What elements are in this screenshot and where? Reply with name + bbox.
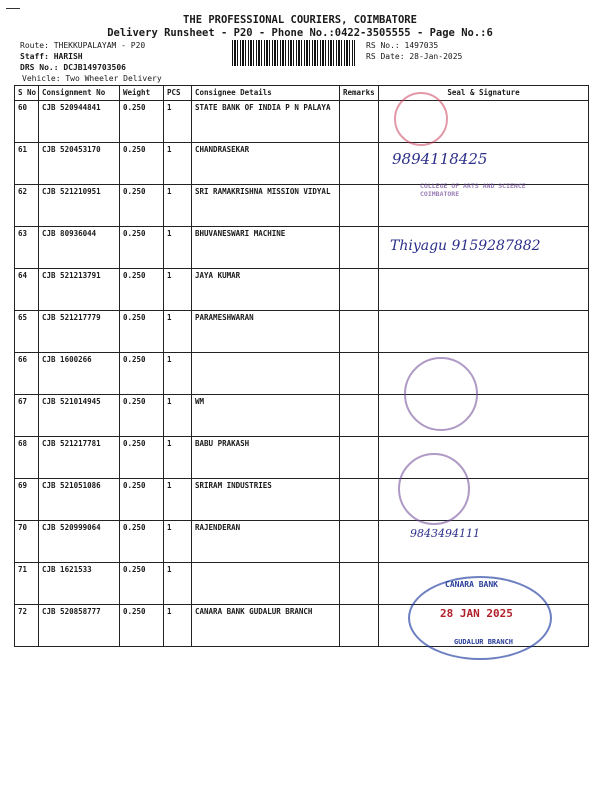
row-sno: 70 [15,521,39,563]
row-remarks [340,269,379,311]
table-row [15,479,589,521]
table-row [15,437,589,479]
row-sno: 66 [15,353,39,395]
row-consignment: CJB 80936044 [39,227,120,269]
row-remarks [340,185,379,227]
row-pcs: 1 [164,563,192,605]
row-consignee: CHANDRASEKAR [192,143,340,185]
table-row [15,311,589,353]
row-consignment: CJB 521014945 [39,395,120,437]
row-pcs: 1 [164,227,192,269]
stamp-69 [398,453,470,525]
row-weight: 0.250 [120,227,164,269]
runsheet-table [14,85,589,647]
row-consignment: CJB 521213791 [39,269,120,311]
table-row [15,395,589,437]
row-remarks [340,101,379,143]
row-sno: 68 [15,437,39,479]
stamp-bank-name: CANARA BANK [445,580,498,589]
row-consignee: SRI RAMAKRISHNA MISSION VIDYAL [192,185,340,227]
staff-label: Staff: HARISH [20,52,83,61]
row-sno: 72 [15,605,39,647]
row-pcs: 1 [164,101,192,143]
table-row [15,143,589,185]
row-consignee [192,563,340,605]
row-consignee: PARAMESHWARAN [192,311,340,353]
row-pcs: 1 [164,605,192,647]
stamp-60 [394,92,448,146]
row-sno: 62 [15,185,39,227]
row-weight: 0.250 [120,479,164,521]
row-weight: 0.250 [120,143,164,185]
row-weight: 0.250 [120,563,164,605]
row-weight: 0.250 [120,269,164,311]
stamp-67 [404,357,478,431]
row-seal-signature [379,311,589,353]
row-sno: 64 [15,269,39,311]
row-pcs: 1 [164,395,192,437]
row-consignee: BABU PRAKASH [192,437,340,479]
col-consignment: Consignment No [39,86,120,101]
row-pcs: 1 [164,521,192,563]
row-remarks [340,521,379,563]
rs-date: RS Date: 28-Jan-2025 [366,52,463,61]
row-sno: 63 [15,227,39,269]
col-weight: Weight [120,86,164,101]
row-consignee: BHUVANESWARI MACHINE [192,227,340,269]
row-pcs: 1 [164,143,192,185]
row-weight: 0.250 [120,311,164,353]
row-consignee: CANARA BANK GUDALUR BRANCH [192,605,340,647]
stamp-date: 28 JAN 2025 [440,607,513,620]
handwritten-phone-61: 9894118425 [392,150,488,168]
row-consignment: CJB 520453170 [39,143,120,185]
page-title: THE PROFESSIONAL COURIERS, COIMBATORE [183,14,417,26]
row-consignee: SRIRAM INDUSTRIES [192,479,340,521]
row-sno: 67 [15,395,39,437]
row-consignee: WM [192,395,340,437]
row-weight: 0.250 [120,521,164,563]
col-pcs: PCS [164,86,192,101]
row-weight: 0.250 [120,437,164,479]
row-pcs: 1 [164,479,192,521]
row-weight: 0.250 [120,605,164,647]
row-sno: 60 [15,101,39,143]
drs-label: DRS No.: DCJB149703506 [20,63,126,72]
row-consignment: CJB 521210951 [39,185,120,227]
row-pcs: 1 [164,437,192,479]
row-consignee: RAJENDERAN [192,521,340,563]
table-row [15,269,589,311]
row-weight: 0.250 [120,185,164,227]
table-row [15,353,589,395]
row-weight: 0.250 [120,353,164,395]
row-consignment: CJB 520858777 [39,605,120,647]
row-pcs: 1 [164,353,192,395]
row-sno: 69 [15,479,39,521]
row-consignment: CJB 521217779 [39,311,120,353]
row-consignment: CJB 521217781 [39,437,120,479]
row-remarks [340,311,379,353]
row-consignment: CJB 1621533 [39,563,120,605]
route-label: Route: THEKKUPALAYAM - P20 [20,41,146,50]
row-consignee [192,353,340,395]
row-sno: 65 [15,311,39,353]
table-header-row [15,86,589,101]
handwritten-name-64: Thiyagu 9159287882 [390,238,541,254]
row-consignment: CJB 521051086 [39,479,120,521]
row-remarks [340,143,379,185]
row-remarks [340,605,379,647]
col-sno: S No [15,86,39,101]
rs-number: RS No.: 1497035 [366,41,439,50]
corner-mark [6,8,20,9]
page-subtitle: Delivery Runsheet - P20 - Phone No.:0422-3505555 - Page No.:6 [107,27,493,39]
row-weight: 0.250 [120,101,164,143]
row-consignment: CJB 1600266 [39,353,120,395]
table-row [15,101,589,143]
row-pcs: 1 [164,311,192,353]
row-sno: 61 [15,143,39,185]
college-stamp-62: COLLEGE OF ARTS AND SCIENCE COIMBATORE [420,182,526,198]
stamp-branch: GUDALUR BRANCH [454,638,514,646]
vehicle-label: Vehicle: Two Wheeler Delivery [22,74,162,83]
row-consignee: STATE BANK OF INDIA P N PALAYA [192,101,340,143]
row-consignment: CJB 520999064 [39,521,120,563]
col-consignee: Consignee Details [192,86,340,101]
row-remarks [340,563,379,605]
handwritten-phone-70: 9843494111 [410,527,480,540]
row-remarks [340,395,379,437]
row-remarks [340,479,379,521]
row-pcs: 1 [164,185,192,227]
table-row [15,521,589,563]
row-seal-signature [379,269,589,311]
row-remarks [340,437,379,479]
row-weight: 0.250 [120,395,164,437]
row-consignee: JAYA KUMAR [192,269,340,311]
barcode [232,40,355,66]
row-consignment: CJB 520944841 [39,101,120,143]
col-seal: Seal & Signature [379,86,589,101]
row-pcs: 1 [164,269,192,311]
col-remarks: Remarks [340,86,379,101]
row-remarks [340,227,379,269]
row-sno: 71 [15,563,39,605]
row-remarks [340,353,379,395]
